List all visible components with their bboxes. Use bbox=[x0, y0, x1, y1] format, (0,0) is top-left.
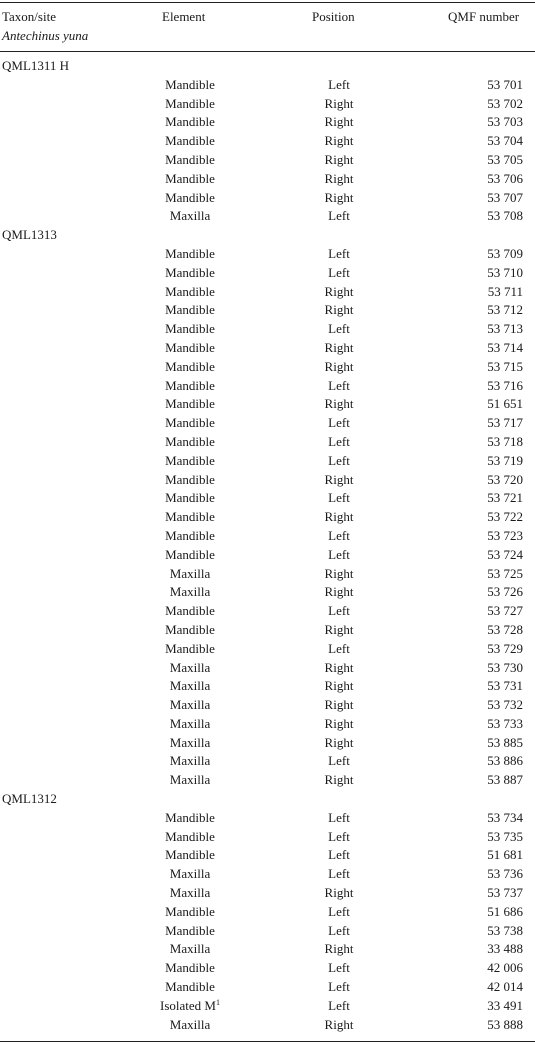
qmf-number-cell: 53 716 bbox=[487, 377, 523, 393]
table-bottom-rule bbox=[0, 1041, 535, 1042]
table-row bbox=[0, 113, 535, 132]
position-cell: Right bbox=[324, 565, 354, 581]
table-row bbox=[0, 95, 535, 114]
element-cell bbox=[130, 151, 250, 170]
qmf-number-cell: 53 737 bbox=[487, 885, 523, 901]
element-text: Maxilla bbox=[169, 565, 211, 581]
qmf-number-cell: 53 725 bbox=[487, 565, 523, 581]
qmf-number-cell: 53 701 bbox=[487, 76, 523, 92]
table-top-rule bbox=[0, 2, 535, 3]
qmf-number-cell: 53 886 bbox=[487, 753, 523, 769]
element-cell bbox=[130, 189, 250, 208]
element-cell bbox=[130, 508, 250, 527]
table-row bbox=[0, 170, 535, 189]
table-row bbox=[0, 659, 535, 678]
element-text: Maxilla bbox=[169, 208, 211, 224]
element-text: Mandible bbox=[165, 264, 215, 280]
table-row bbox=[0, 207, 535, 226]
qmf-number-cell: 53 705 bbox=[487, 151, 523, 167]
position-cell: Left bbox=[328, 847, 350, 863]
table-row bbox=[0, 358, 535, 377]
element-cell bbox=[130, 659, 250, 678]
element-cell bbox=[130, 546, 250, 565]
position-cell: Left bbox=[328, 245, 350, 261]
element-text: Maxilla bbox=[169, 1016, 211, 1032]
position-cell: Right bbox=[324, 734, 354, 750]
header-qmf-number: QMF number bbox=[448, 9, 520, 24]
table-row bbox=[0, 771, 535, 790]
element-text: Mandible bbox=[165, 471, 215, 487]
qmf-number-cell: 53 888 bbox=[487, 1016, 523, 1032]
qmf-number-cell: 53 714 bbox=[487, 339, 523, 355]
position-cell: Right bbox=[324, 678, 354, 694]
table-row bbox=[0, 809, 535, 828]
position-cell: Right bbox=[324, 114, 354, 130]
element-cell bbox=[130, 865, 250, 884]
table-row bbox=[0, 734, 535, 753]
header-species: Antechinus yuna bbox=[2, 28, 89, 43]
position-cell: Right bbox=[324, 339, 354, 355]
qmf-number-cell: 53 721 bbox=[487, 490, 523, 506]
table-row bbox=[0, 978, 535, 997]
qmf-number-cell: 53 736 bbox=[487, 866, 523, 882]
element-text: Mandible bbox=[165, 76, 215, 92]
element-text: Maxilla bbox=[169, 697, 211, 713]
element-text: Maxilla bbox=[169, 734, 211, 750]
table-row bbox=[0, 527, 535, 546]
qmf-number-cell: 53 718 bbox=[487, 433, 523, 449]
element-text: Mandible bbox=[165, 133, 215, 149]
position-cell: Right bbox=[324, 509, 354, 525]
element-text: Mandible bbox=[165, 490, 215, 506]
element-cell bbox=[130, 565, 250, 584]
element-cell bbox=[130, 489, 250, 508]
table-row bbox=[0, 508, 535, 527]
position-cell: Left bbox=[328, 433, 350, 449]
header-element: Element bbox=[162, 9, 206, 24]
element-cell bbox=[130, 734, 250, 753]
table-row bbox=[0, 546, 535, 565]
position-cell: Left bbox=[328, 903, 350, 919]
position-cell: Left bbox=[328, 960, 350, 976]
element-text: Mandible bbox=[165, 245, 215, 261]
qmf-number-cell: 53 729 bbox=[487, 640, 523, 656]
position-cell: Right bbox=[324, 283, 354, 299]
element-cell bbox=[130, 207, 250, 226]
qmf-number-cell: 33 491 bbox=[487, 997, 523, 1013]
qmf-number-cell: 53 702 bbox=[487, 95, 523, 111]
qmf-number-cell: 51 681 bbox=[487, 847, 523, 863]
position-cell: Right bbox=[324, 659, 354, 675]
table-row bbox=[0, 132, 535, 151]
element-cell bbox=[130, 527, 250, 546]
element-cell bbox=[130, 452, 250, 471]
table-row bbox=[0, 320, 535, 339]
element-text: Maxilla bbox=[169, 941, 211, 957]
position-cell: Left bbox=[328, 490, 350, 506]
element-cell bbox=[130, 76, 250, 95]
element-text: Mandible bbox=[165, 415, 215, 431]
qmf-number-cell: 53 724 bbox=[487, 546, 523, 562]
element-cell bbox=[130, 621, 250, 640]
position-cell: Left bbox=[328, 753, 350, 769]
position-cell: Right bbox=[324, 151, 354, 167]
position-cell: Right bbox=[324, 584, 354, 600]
element-superscript: 1 bbox=[215, 997, 220, 1007]
element-text: Mandible bbox=[165, 809, 215, 825]
table-row bbox=[0, 997, 535, 1016]
table-body bbox=[0, 57, 535, 1034]
table-row bbox=[0, 752, 535, 771]
element-text: Mandible bbox=[165, 847, 215, 863]
element-text: Maxilla bbox=[169, 772, 211, 788]
element-cell bbox=[130, 715, 250, 734]
site-label: QML1313 bbox=[2, 227, 57, 243]
position-cell: Left bbox=[328, 979, 350, 995]
position-cell: Left bbox=[328, 321, 350, 337]
table-row bbox=[0, 151, 535, 170]
element-cell bbox=[130, 846, 250, 865]
element-cell bbox=[130, 771, 250, 790]
element-text: Maxilla bbox=[169, 584, 211, 600]
element-text: Mandible bbox=[165, 302, 215, 318]
position-cell: Right bbox=[324, 885, 354, 901]
element-text: Mandible bbox=[165, 621, 215, 637]
element-text: Mandible bbox=[165, 828, 215, 844]
position-cell: Left bbox=[328, 415, 350, 431]
element-text: Mandible bbox=[165, 321, 215, 337]
element-text: Mandible bbox=[165, 151, 215, 167]
site-row bbox=[0, 57, 535, 76]
position-cell: Right bbox=[324, 715, 354, 731]
table-row bbox=[0, 471, 535, 490]
element-text: Mandible bbox=[165, 377, 215, 393]
table-row bbox=[0, 696, 535, 715]
table-row bbox=[0, 377, 535, 396]
element-cell bbox=[130, 959, 250, 978]
position-cell: Left bbox=[328, 828, 350, 844]
position-cell: Left bbox=[328, 922, 350, 938]
table-row bbox=[0, 959, 535, 978]
site-row bbox=[0, 226, 535, 245]
qmf-number-cell: 53 715 bbox=[487, 358, 523, 374]
element-text: Mandible bbox=[165, 922, 215, 938]
element-text: Maxilla bbox=[169, 753, 211, 769]
table-row bbox=[0, 828, 535, 847]
qmf-number-cell: 53 728 bbox=[487, 621, 523, 637]
site-label: QML1312 bbox=[2, 791, 57, 807]
element-text: Mandible bbox=[165, 979, 215, 995]
qmf-number-cell: 53 703 bbox=[487, 114, 523, 130]
position-cell: Left bbox=[328, 377, 350, 393]
position-cell: Left bbox=[328, 997, 350, 1013]
element-text: Mandible bbox=[165, 358, 215, 374]
element-cell bbox=[130, 339, 250, 358]
element-cell bbox=[130, 809, 250, 828]
element-text: Mandible bbox=[165, 903, 215, 919]
qmf-number-cell: 53 733 bbox=[487, 715, 523, 731]
position-cell: Right bbox=[324, 621, 354, 637]
table-row bbox=[0, 414, 535, 433]
element-text: Maxilla bbox=[169, 715, 211, 731]
qmf-number-cell: 42 014 bbox=[487, 979, 523, 995]
table-row bbox=[0, 621, 535, 640]
position-cell: Left bbox=[328, 452, 350, 468]
table-row bbox=[0, 452, 535, 471]
position-cell: Right bbox=[324, 471, 354, 487]
table-row bbox=[0, 940, 535, 959]
element-text: Mandible bbox=[165, 95, 215, 111]
element-cell bbox=[130, 358, 250, 377]
qmf-number-cell: 53 727 bbox=[487, 603, 523, 619]
table-row bbox=[0, 245, 535, 264]
position-cell: Right bbox=[324, 396, 354, 412]
site-label: QML1311 H bbox=[2, 58, 70, 73]
element-text: Mandible bbox=[165, 170, 215, 186]
element-text: Mandible bbox=[165, 640, 215, 656]
qmf-number-cell: 53 719 bbox=[487, 452, 523, 468]
table-row bbox=[0, 922, 535, 941]
element-cell bbox=[130, 1016, 250, 1035]
qmf-number-cell: 53 722 bbox=[487, 509, 523, 525]
position-cell: Right bbox=[324, 358, 354, 374]
position-cell: Left bbox=[328, 208, 350, 224]
qmf-number-cell: 53 720 bbox=[487, 471, 523, 487]
qmf-number-cell: 53 734 bbox=[487, 809, 523, 825]
qmf-number-cell: 53 723 bbox=[487, 527, 523, 543]
table-row bbox=[0, 433, 535, 452]
element-text: Maxilla bbox=[169, 866, 211, 882]
position-cell: Left bbox=[328, 809, 350, 825]
table-row bbox=[0, 283, 535, 302]
element-cell bbox=[130, 696, 250, 715]
qmf-number-cell: 51 651 bbox=[487, 396, 523, 412]
element-cell bbox=[130, 922, 250, 941]
element-cell bbox=[130, 414, 250, 433]
element-cell bbox=[130, 320, 250, 339]
element-cell bbox=[130, 471, 250, 490]
qmf-number-cell: 53 708 bbox=[487, 208, 523, 224]
table-row bbox=[0, 76, 535, 95]
qmf-number-cell: 53 735 bbox=[487, 828, 523, 844]
element-cell bbox=[130, 395, 250, 414]
qmf-number-cell: 53 707 bbox=[487, 189, 523, 205]
element-cell bbox=[130, 132, 250, 151]
qmf-number-cell: 53 732 bbox=[487, 697, 523, 713]
element-text: Mandible bbox=[165, 339, 215, 355]
element-cell bbox=[130, 583, 250, 602]
element-cell bbox=[130, 640, 250, 659]
table-row bbox=[0, 395, 535, 414]
qmf-number-cell: 53 730 bbox=[487, 659, 523, 675]
position-cell: Left bbox=[328, 603, 350, 619]
element-text: Mandible bbox=[165, 396, 215, 412]
element-cell bbox=[130, 433, 250, 452]
element-cell bbox=[130, 903, 250, 922]
table-row bbox=[0, 264, 535, 283]
position-cell: Right bbox=[324, 697, 354, 713]
qmf-number-cell: 53 710 bbox=[487, 264, 523, 280]
position-cell: Left bbox=[328, 546, 350, 562]
header-taxon-site: Taxon/site bbox=[2, 9, 56, 24]
table-row bbox=[0, 884, 535, 903]
element-text: Mandible bbox=[165, 189, 215, 205]
position-cell: Left bbox=[328, 264, 350, 280]
qmf-number-cell: 53 731 bbox=[487, 678, 523, 694]
table-row bbox=[0, 583, 535, 602]
qmf-number-cell: 53 726 bbox=[487, 584, 523, 600]
qmf-number-cell: 53 717 bbox=[487, 415, 523, 431]
element-cell bbox=[130, 245, 250, 264]
element-cell bbox=[130, 602, 250, 621]
position-cell: Right bbox=[324, 95, 354, 111]
table-row bbox=[0, 715, 535, 734]
table-row bbox=[0, 339, 535, 358]
table-row bbox=[0, 846, 535, 865]
element-cell bbox=[130, 752, 250, 771]
position-cell: Right bbox=[324, 1016, 354, 1032]
element-text: Mandible bbox=[165, 114, 215, 130]
position-cell: Left bbox=[328, 866, 350, 882]
element-cell bbox=[130, 884, 250, 903]
element-cell bbox=[130, 997, 250, 1016]
table-row bbox=[0, 189, 535, 208]
element-cell bbox=[130, 170, 250, 189]
element-cell bbox=[130, 940, 250, 959]
element-text: Mandible bbox=[165, 960, 215, 976]
table-row bbox=[0, 489, 535, 508]
qmf-number-cell: 53 704 bbox=[487, 133, 523, 149]
qmf-number-cell: 53 711 bbox=[487, 283, 523, 299]
table-row bbox=[0, 903, 535, 922]
site-row bbox=[0, 790, 535, 809]
qmf-number-cell: 53 706 bbox=[487, 170, 523, 186]
qmf-number-cell: 53 738 bbox=[487, 922, 523, 938]
element-cell bbox=[130, 113, 250, 132]
element-text: Mandible bbox=[165, 527, 215, 543]
qmf-number-cell: 53 709 bbox=[487, 245, 523, 261]
element-text: Mandible bbox=[165, 546, 215, 562]
element-cell bbox=[130, 828, 250, 847]
header-position: Position bbox=[312, 9, 355, 24]
position-cell: Left bbox=[328, 76, 350, 92]
qmf-number-cell: 53 712 bbox=[487, 302, 523, 318]
table-row bbox=[0, 677, 535, 696]
element-text: Mandible bbox=[165, 283, 215, 299]
element-cell bbox=[130, 677, 250, 696]
qmf-number-cell: 33 488 bbox=[487, 941, 523, 957]
qmf-number-cell: 51 686 bbox=[487, 903, 523, 919]
element-cell bbox=[130, 301, 250, 320]
position-cell: Right bbox=[324, 772, 354, 788]
element-text: Mandible bbox=[165, 509, 215, 525]
element-text: Mandible bbox=[165, 433, 215, 449]
element-text: Mandible bbox=[165, 603, 215, 619]
position-cell: Right bbox=[324, 941, 354, 957]
element-text: Maxilla bbox=[169, 885, 211, 901]
element-text: Isolated M bbox=[160, 997, 216, 1013]
element-cell bbox=[130, 283, 250, 302]
position-cell: Right bbox=[324, 189, 354, 205]
qmf-number-cell: 53 713 bbox=[487, 321, 523, 337]
element-cell bbox=[130, 264, 250, 283]
position-cell: Right bbox=[324, 133, 354, 149]
qmf-number-cell: 53 885 bbox=[487, 734, 523, 750]
element-text: Maxilla bbox=[169, 678, 211, 694]
element-text: Mandible bbox=[165, 452, 215, 468]
table-row bbox=[0, 565, 535, 584]
element-cell bbox=[130, 377, 250, 396]
position-cell: Right bbox=[324, 302, 354, 318]
position-cell: Left bbox=[328, 640, 350, 656]
position-cell: Left bbox=[328, 527, 350, 543]
table-row bbox=[0, 301, 535, 320]
element-text: Maxilla bbox=[169, 659, 211, 675]
qmf-number-cell: 42 006 bbox=[487, 960, 523, 976]
table-row bbox=[0, 865, 535, 884]
table-row bbox=[0, 602, 535, 621]
element-cell bbox=[130, 95, 250, 114]
table-row bbox=[0, 1016, 535, 1035]
qmf-number-cell: 53 887 bbox=[487, 772, 523, 788]
element-cell bbox=[130, 978, 250, 997]
position-cell: Right bbox=[324, 170, 354, 186]
table-row bbox=[0, 640, 535, 659]
header-rule bbox=[0, 51, 535, 52]
